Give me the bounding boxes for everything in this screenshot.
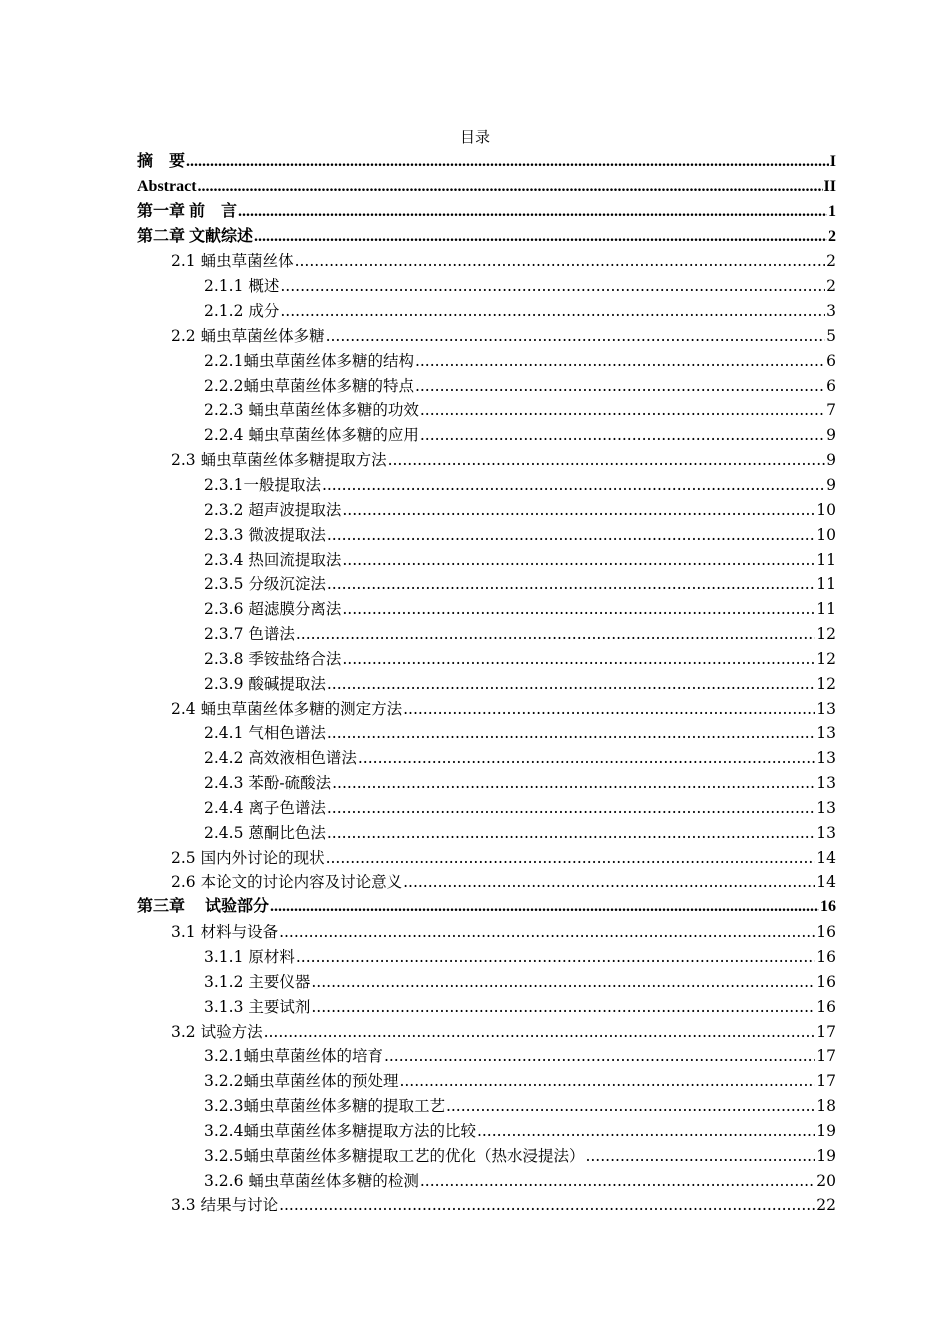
toc-entry-page-number: 18: [816, 1097, 836, 1116]
toc-entry[interactable]: [137, 647, 836, 672]
toc-entry-label: 第三章 试验部分: [137, 898, 270, 916]
toc-entry[interactable]: [137, 150, 836, 175]
toc-entry-label: 2.6 本论文的讨论内容及讨论意义: [171, 873, 403, 892]
toc-entry-page-number: 19: [816, 1146, 836, 1165]
toc-entry-label: 2.2.3 蛹虫草菌丝体多糖的功效: [204, 401, 419, 420]
toc-entry-page-number: 13: [816, 699, 836, 718]
toc-entry[interactable]: [137, 448, 836, 473]
toc-entry[interactable]: [137, 374, 836, 399]
toc-entry-label: 2.3.2 超声波提取法: [204, 500, 342, 519]
dot-leader: [403, 697, 815, 722]
toc-entry[interactable]: [137, 548, 836, 573]
toc-entry[interactable]: [137, 597, 836, 622]
toc-entry[interactable]: [137, 970, 836, 995]
toc-entry-label: 3.2.2蛹虫草菌丝体的预处理: [204, 1072, 399, 1091]
toc-entry-label: 3.1 材料与设备: [171, 923, 279, 942]
toc-entry[interactable]: [137, 672, 836, 697]
toc-entry[interactable]: [137, 473, 836, 498]
toc-entry-page-number: 16: [816, 948, 836, 966]
dot-leader: [342, 597, 815, 622]
dot-leader: [296, 622, 815, 647]
dot-leader: [585, 1144, 815, 1169]
dot-leader: [415, 349, 825, 374]
toc-entry-page-number: 7: [826, 401, 836, 420]
dot-leader: [420, 398, 825, 423]
toc-entry[interactable]: [137, 1020, 836, 1045]
toc-entry[interactable]: [137, 622, 836, 647]
dot-leader: [326, 324, 826, 349]
toc-entry-page-number: 13: [816, 798, 836, 817]
toc-entry-page-number: 16: [816, 972, 836, 991]
toc-entry[interactable]: [137, 697, 836, 722]
toc-entry-label: 2.5 国内外讨论的现状: [171, 848, 325, 867]
toc-entry-label: 3.2.3蛹虫草菌丝体多糖的提取工艺: [204, 1097, 445, 1116]
dot-leader: [280, 274, 825, 299]
dot-leader: [327, 672, 815, 697]
dot-leader: [446, 1094, 815, 1119]
toc-entry-label: 2.1.2 成分: [204, 302, 280, 321]
toc-entry-label: 2.3 蛹虫草菌丝体多糖提取方法: [171, 451, 387, 470]
dot-leader: [358, 746, 815, 771]
toc-entry[interactable]: [137, 945, 836, 970]
dot-leader: [264, 1020, 816, 1045]
toc-entry-page-number: 9: [826, 426, 836, 445]
toc-entry[interactable]: [137, 1169, 836, 1194]
toc-entry-label: 摘 要: [137, 153, 186, 170]
toc-entry-label: 2.1 蛹虫草菌丝体: [171, 252, 294, 271]
dot-leader: [342, 548, 815, 573]
toc-entry-label: Abstract: [137, 177, 197, 195]
toc-entry-page-number: 13: [816, 724, 836, 743]
dot-leader: [332, 771, 815, 796]
toc-entry[interactable]: [137, 721, 836, 746]
dot-leader: [238, 200, 827, 225]
toc-entry-page-number: 3: [826, 302, 836, 321]
toc-entry-label: 2.2.2蛹虫草菌丝体多糖的特点: [204, 376, 414, 395]
dot-leader: [388, 448, 826, 473]
toc-entry-label: 3.1.2 主要仪器: [204, 972, 311, 991]
toc-entry-page-number: 12: [816, 625, 836, 644]
dot-leader: [186, 150, 829, 175]
toc-entry-page-number: I: [829, 153, 836, 170]
toc-entry-label: 2.3.1一般提取法: [204, 475, 321, 494]
toc-entry-page-number: 11: [816, 575, 836, 594]
toc-entry-label: 2.4.5 蒽酮比色法: [204, 823, 326, 842]
toc-entry-page-number: 12: [816, 649, 836, 668]
toc-entry-page-number: 16: [816, 923, 836, 942]
toc-entry-page-number: 10: [816, 500, 836, 519]
toc-entry[interactable]: [137, 1119, 836, 1144]
toc-entry-label: 2.2.1蛹虫草菌丝体多糖的结构: [204, 351, 414, 370]
dot-leader: [327, 523, 815, 548]
toc-entry-label: 3.2.4蛹虫草菌丝体多糖提取方法的比较: [204, 1121, 476, 1140]
toc-entry-page-number: 17: [816, 1072, 836, 1091]
dot-leader: [420, 423, 825, 448]
dot-leader: [342, 498, 815, 523]
toc-entry-label: 3.3 结果与讨论: [171, 1196, 279, 1215]
toc-entry-label: 2.3.8 季铵盐络合法: [204, 649, 342, 668]
toc-entry[interactable]: [137, 821, 836, 846]
toc-title: 目录: [459, 128, 490, 146]
toc-entry[interactable]: [137, 920, 836, 945]
table-of-contents: [137, 150, 836, 1218]
dot-leader: [279, 920, 815, 945]
toc-entry-label: 第一章 前 言: [137, 202, 238, 220]
toc-entry-label: 3.2.1蛹虫草菌丝体的培育: [204, 1047, 383, 1066]
toc-entry-page-number: 2: [828, 227, 836, 245]
dot-leader: [327, 821, 815, 846]
dot-leader: [399, 1069, 815, 1094]
toc-entry-label: 3.2 试验方法: [171, 1022, 263, 1041]
toc-entry-label: 2.1.1 概述: [204, 277, 280, 296]
toc-entry[interactable]: [137, 175, 836, 200]
toc-entry[interactable]: [137, 895, 836, 920]
toc-entry[interactable]: [137, 1069, 836, 1094]
toc-entry-label: 2.3.3 微波提取法: [204, 525, 326, 544]
toc-entry-label: 2.3.7 色谱法: [204, 625, 295, 644]
toc-entry-page-number: 9: [826, 451, 836, 470]
dot-leader: [311, 970, 815, 995]
toc-entry-page-number: 1: [828, 202, 836, 220]
toc-entry-label: 2.3.4 热回流提取法: [204, 550, 342, 569]
dot-leader: [280, 299, 825, 324]
toc-entry[interactable]: [137, 1094, 836, 1119]
toc-entry-label: 2.4 蛹虫草菌丝体多糖的测定方法: [171, 699, 403, 718]
toc-entry[interactable]: [137, 1193, 836, 1218]
toc-entry[interactable]: [137, 349, 836, 374]
toc-entry-page-number: 19: [816, 1121, 836, 1140]
toc-entry[interactable]: [137, 423, 836, 448]
toc-entry-page-number: 12: [816, 674, 836, 693]
toc-entry-page-number: 17: [816, 1047, 836, 1066]
toc-entry[interactable]: [137, 299, 836, 324]
dot-leader: [477, 1119, 815, 1144]
toc-entry[interactable]: [137, 200, 836, 225]
dot-leader: [327, 572, 815, 597]
toc-entry-label: 2.3.5 分级沉淀法: [204, 575, 326, 594]
toc-entry[interactable]: [137, 870, 836, 895]
toc-entry-page-number: 2: [826, 277, 836, 296]
toc-entry[interactable]: [137, 225, 836, 250]
toc-entry-page-number: 5: [826, 326, 836, 345]
toc-entry[interactable]: [137, 572, 836, 597]
toc-entry-label: 3.2.5蛹虫草菌丝体多糖提取工艺的优化（热水浸提法）: [204, 1146, 585, 1165]
toc-entry-page-number: 17: [816, 1022, 836, 1041]
dot-leader: [420, 1169, 815, 1194]
toc-entry-page-number: 11: [816, 600, 836, 619]
toc-entry[interactable]: [137, 249, 836, 274]
toc-entry-page-number: 13: [816, 749, 836, 768]
toc-entry-label: 2.4.4 离子色谱法: [204, 798, 326, 817]
toc-entry-label: 2.3.9 酸碱提取法: [204, 674, 326, 693]
toc-entry-label: 2.4.3 苯酚-硫酸法: [204, 774, 332, 793]
toc-entry-label: 2.4.1 气相色谱法: [204, 724, 326, 743]
toc-entry[interactable]: [137, 1044, 836, 1069]
toc-entry[interactable]: [137, 995, 836, 1020]
dot-leader: [327, 721, 815, 746]
toc-entry-label: 2.2 蛹虫草菌丝体多糖: [171, 326, 325, 345]
toc-entry-page-number: 14: [816, 848, 836, 867]
toc-entry-page-number: II: [823, 177, 836, 195]
toc-entry[interactable]: [137, 498, 836, 523]
toc-entry-label: 第二章 文献综述: [137, 227, 254, 245]
toc-entry-page-number: 22: [816, 1196, 836, 1215]
toc-entry-label: 3.1.3 主要试剂: [204, 997, 311, 1016]
toc-entry-page-number: 11: [816, 550, 836, 569]
toc-entry[interactable]: [137, 274, 836, 299]
toc-entry-label: 3.2.6 蛹虫草菌丝体多糖的检测: [204, 1171, 419, 1190]
toc-entry-page-number: 14: [816, 873, 836, 892]
dot-leader: [322, 473, 825, 498]
toc-entry-page-number: 20: [816, 1171, 836, 1190]
toc-entry[interactable]: [137, 796, 836, 821]
toc-entry[interactable]: [137, 324, 836, 349]
toc-entry-label: 2.3.6 超滤膜分离法: [204, 600, 342, 619]
toc-entry[interactable]: [137, 1144, 836, 1169]
toc-entry-page-number: 9: [826, 475, 836, 494]
toc-entry[interactable]: [137, 398, 836, 423]
dot-leader: [403, 870, 815, 895]
dot-leader: [295, 249, 826, 274]
dot-leader: [327, 796, 815, 821]
toc-entry-label: 2.2.4 蛹虫草菌丝体多糖的应用: [204, 426, 419, 445]
toc-entry-page-number: 10: [816, 525, 836, 544]
dot-leader: [342, 647, 815, 672]
dot-leader: [384, 1044, 815, 1069]
toc-entry[interactable]: [137, 746, 836, 771]
dot-leader: [415, 374, 825, 399]
dot-leader: [270, 895, 819, 920]
dot-leader: [279, 1193, 815, 1218]
toc-entry-page-number: 6: [826, 376, 836, 395]
toc-entry-page-number: 6: [826, 351, 836, 370]
toc-entry-page-number: 13: [816, 774, 836, 793]
toc-entry-label: 3.1.1 原材料: [204, 948, 295, 966]
toc-entry-page-number: 16: [816, 997, 836, 1016]
dot-leader: [326, 846, 816, 871]
dot-leader: [296, 945, 815, 970]
toc-entry-label: 2.4.2 高效液相色谱法: [204, 749, 357, 768]
toc-entry[interactable]: [137, 523, 836, 548]
dot-leader: [311, 995, 815, 1020]
toc-entry-page-number: 16: [820, 898, 836, 916]
toc-entry-page-number: 2: [826, 252, 836, 271]
toc-entry[interactable]: [137, 846, 836, 871]
toc-entry-page-number: 13: [816, 823, 836, 842]
dot-leader: [254, 225, 827, 250]
dot-leader: [198, 175, 823, 200]
toc-entry[interactable]: [137, 771, 836, 796]
